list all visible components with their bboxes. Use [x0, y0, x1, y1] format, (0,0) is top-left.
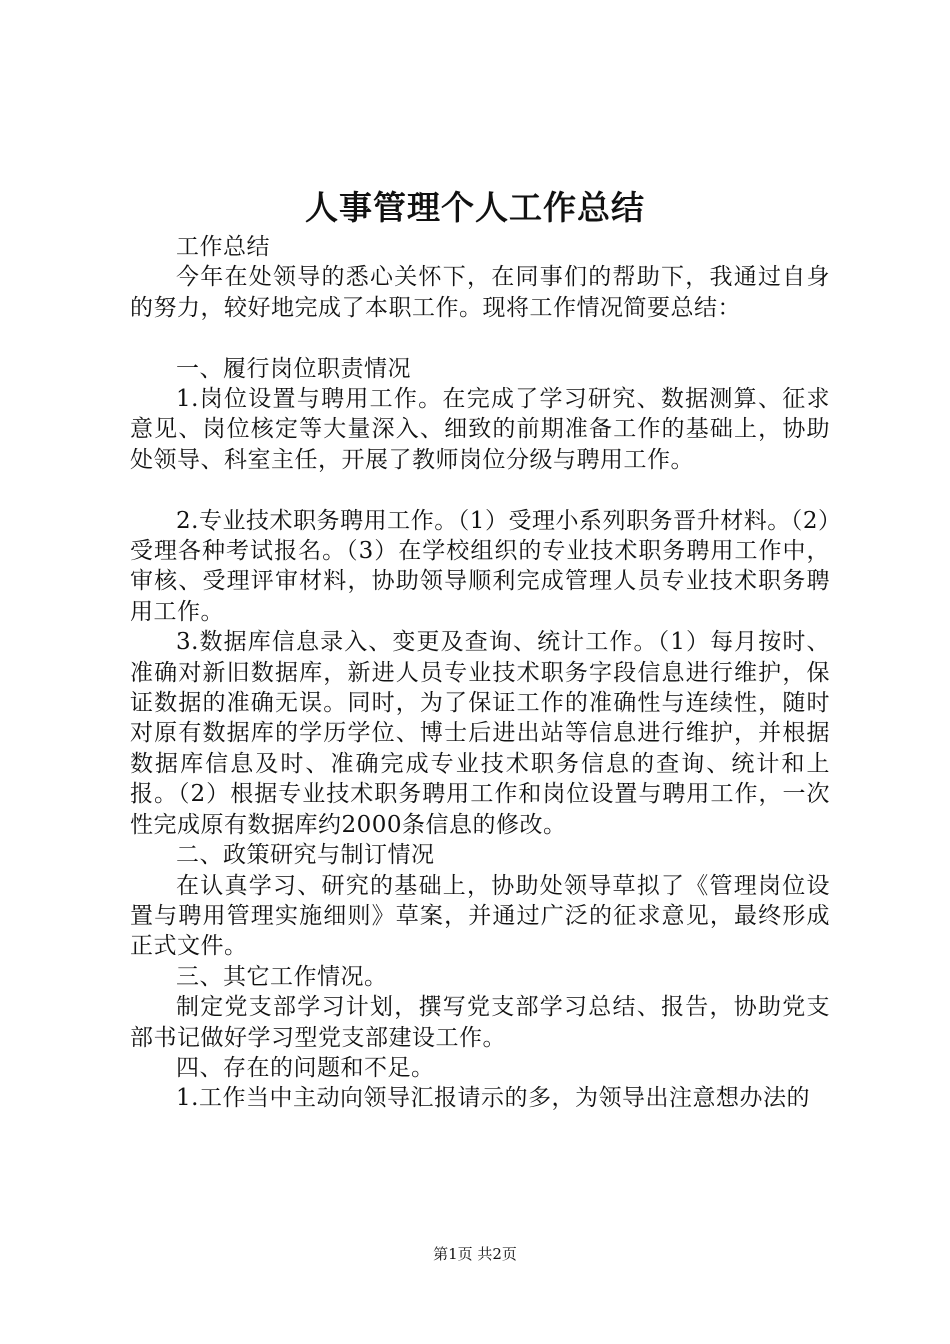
paragraph-policy: 在认真学习、研究的基础上，协助处领导草拟了《管理岗位设置与聘用管理实施细则》草案，并通过广泛的征求意见，最终形成正式文件。	[130, 872, 830, 960]
paragraph-item-3: 3.数据库信息录入、变更及查询、统计工作。（1）每月按时、准确对新旧数据库，新进人员专业技术职务字段信息进行维护，保证数据的准确无误。同时，为了保证工作的准确性与连续性，随时对原有数据库的学历学位、博士后进出站等信息进行维护，并根据数据库信息及时、准确完成专业技术职务信息的查询、统计和上报。（2）根据专业技术职务聘用工作和岗位设置与聘用工作，一次性完成原有数据库约2000条信息的修改。	[130, 629, 830, 838]
paragraph-problem-1: 1.工作当中主动向领导汇报请示的多，为领导出注意想办法的	[176, 1085, 810, 1112]
document-body	[130, 232, 830, 1114]
paragraph-item-1: 1.岗位设置与聘用工作。在完成了学习研究、数据测算、征求意见、岗位核定等大量深入、细致的前期准备工作的基础上，协助处领导、科室主任，开展了教师岗位分级与聘用工作。	[130, 386, 830, 473]
paragraph-item-2: 2.专业技术职务聘用工作。（1）受理小系列职务晋升材料。（2）受理各种考试报名。（3）在学校组织的专业技术职务聘用工作中，审核、受理评审材料，协助领导顺利完成管理人员专业技术职务聘用工作。	[130, 507, 830, 625]
paragraph-intro: 今年在处领导的悉心关怀下，在同事们的帮助下，我通过自身的努力，较好地完成了本职工作。现将工作情况简要总结：	[130, 264, 830, 321]
section-heading-4: 四、存在的问题和不足。	[176, 1054, 435, 1081]
paragraph-other-work: 制定党支部学习计划，撰写党支部学习总结、报告，协助党支部书记做好学习型党支部建设工作。	[130, 994, 830, 1051]
section-heading-1: 一、履行岗位职责情况	[176, 355, 411, 382]
document-title: 人事管理个人工作总结	[305, 188, 645, 227]
paragraph-heading: 工作总结	[176, 234, 270, 260]
section-heading-3: 三、其它工作情况。	[176, 963, 388, 990]
page-footer: 第1页 共2页	[433, 1245, 517, 1263]
section-heading-2: 二、政策研究与制订情况	[176, 842, 435, 869]
